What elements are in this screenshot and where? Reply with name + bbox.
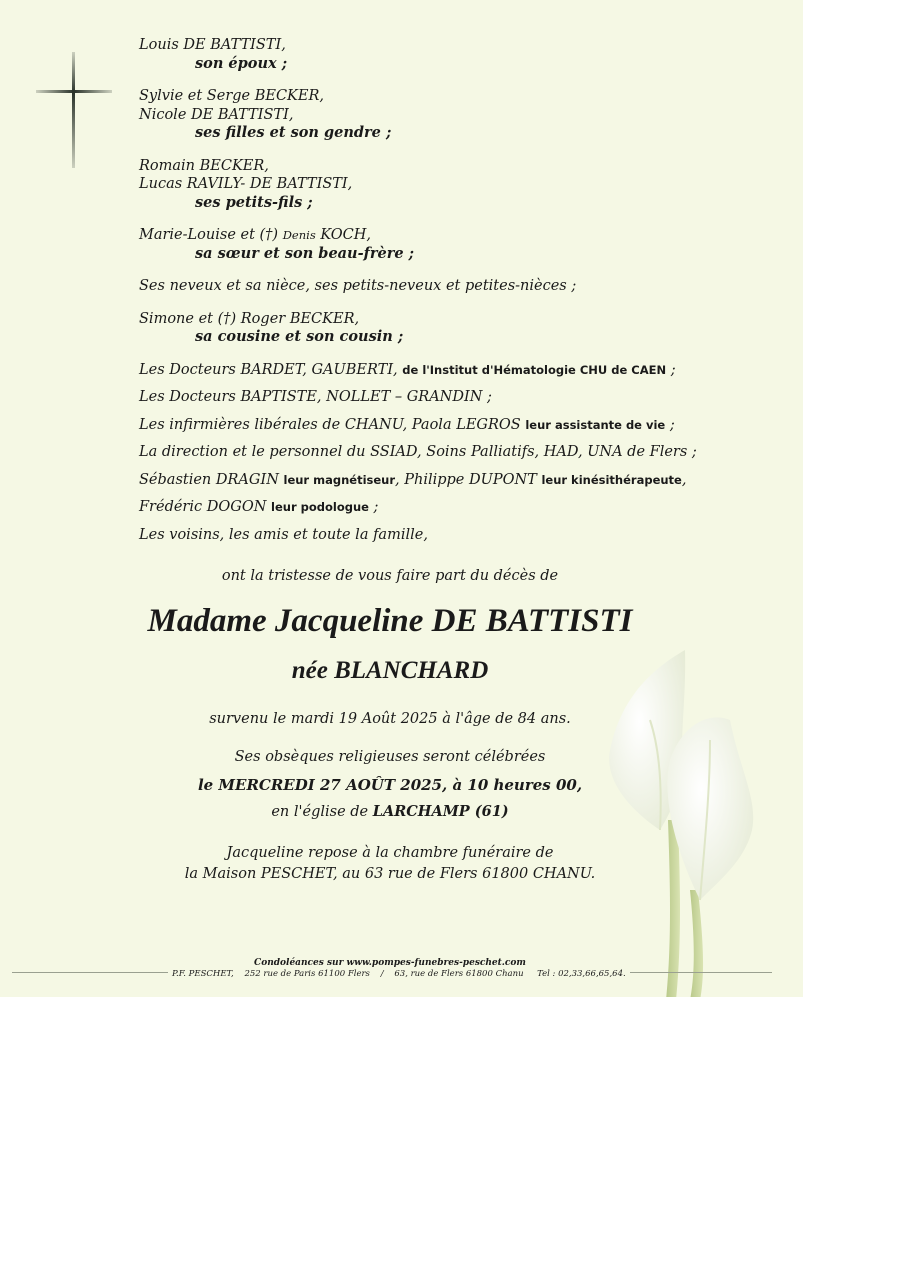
others-end: ;: [666, 361, 676, 378]
others-text: Les Docteurs BARDET, GAUBERTI,: [139, 361, 403, 378]
funeral-place-prefix: en l'église de: [271, 804, 373, 820]
family-group: [139, 226, 699, 263]
others-text: Les Docteurs BAPTISTE, NOLLET – GRANDIN ;: [139, 389, 492, 405]
family-names-part: KOCH,: [315, 227, 372, 243]
family-names: Nicole DE BATTISTI,: [139, 106, 294, 123]
family-group: [139, 157, 699, 213]
deceased-name: Madame Jacqueline DE BATTISTI: [147, 603, 633, 639]
announcement-intro: ont la tristesse de vous faire part du décès de: [221, 568, 559, 584]
family-relation: ses filles et son gendre ;: [195, 124, 392, 141]
family-relation: ses petits-fils ;: [195, 193, 313, 211]
family-names-part: Marie-Louise et (†): [139, 227, 283, 243]
family-names: [139, 226, 699, 245]
family-names: Louis DE BATTISTI,: [139, 37, 286, 53]
others-end: ;: [665, 416, 675, 433]
others-text: Frédéric DOGON: [139, 499, 272, 515]
others-role: leur podologue: [271, 500, 369, 514]
family-names-part: Denis: [282, 228, 316, 242]
others-text: Les voisins, les amis et toute la famille,: [139, 526, 428, 543]
others-list: [139, 361, 699, 545]
funeral-intro: Ses obsèques religieuses seront célébrées: [234, 749, 546, 765]
others-role: de l'Institut d'Hématologie CHU de CAEN: [402, 362, 667, 377]
funeral-date: le MERCREDI 27 AOÛT 2025, à 10 heures 00,: [197, 776, 583, 794]
family-group: [139, 36, 699, 73]
funeral-place-name: LARCHAMP (61): [372, 803, 509, 820]
others-role: leur magnétiseur: [283, 472, 396, 487]
family-list: [139, 36, 699, 553]
others-line: [139, 471, 699, 490]
others-role: leur assistante de vie: [525, 417, 666, 432]
others-line: [139, 526, 699, 545]
family-relation: sa sœur et son beau-frère ;: [195, 244, 414, 262]
family-names: Sylvie et Serge BECKER,: [139, 88, 324, 104]
others-line: [139, 443, 699, 462]
family-names: Romain BECKER,: [139, 157, 269, 174]
family-group: [139, 310, 699, 347]
repose-line: Jacqueline repose à la chambre funéraire de: [226, 845, 554, 861]
others-end: ;: [368, 499, 379, 515]
others-line: [139, 388, 699, 407]
funeral-place: [0, 803, 780, 820]
others-text: , Philippe DUPONT: [395, 471, 542, 488]
family-names: Simone et (†) Roger BECKER,: [139, 310, 360, 327]
others-line: [139, 361, 699, 380]
cross-icon: [36, 52, 112, 168]
others-end: ,: [681, 471, 687, 488]
maiden-name: née BLANCHARD: [291, 657, 489, 684]
funeral-home-address: P.F. PESCHET, 252 rue de Paris 61100 Flers / 63, rue de Flers 61800 Chanu Tel : 02,33,66,65,64.: [168, 969, 630, 979]
condolences-link[interactable]: Condoléances sur www.pompes-funebres-peschet.com: [254, 958, 526, 968]
others-line: [139, 416, 699, 435]
family-names: Lucas RAVILY- DE BATTISTI,: [139, 176, 353, 192]
others-role: leur kinésithérapeute: [541, 472, 682, 487]
family-line: Ses neveux et sa nièce, ses petits-neveux et petites-nièces ;: [139, 278, 577, 294]
repose-line: la Maison PESCHET, au 63 rue de Flers 61800 CHANU.: [184, 866, 596, 882]
family-relation: son époux ;: [195, 54, 288, 72]
others-text: Les infirmières libérales de CHANU, Paola LEGROS: [139, 416, 526, 433]
others-text: La direction et le personnel du SSIAD, Soins Palliatifs, HAD, UNA de Flers ;: [139, 444, 697, 460]
others-text: Sébastien DRAGIN: [139, 471, 284, 488]
death-date: survenu le mardi 19 Août 2025 à l'âge de 84 ans.: [209, 711, 571, 727]
family-group: [139, 87, 699, 143]
family-relation: sa cousine et son cousin ;: [195, 328, 404, 345]
others-line: [139, 498, 699, 517]
